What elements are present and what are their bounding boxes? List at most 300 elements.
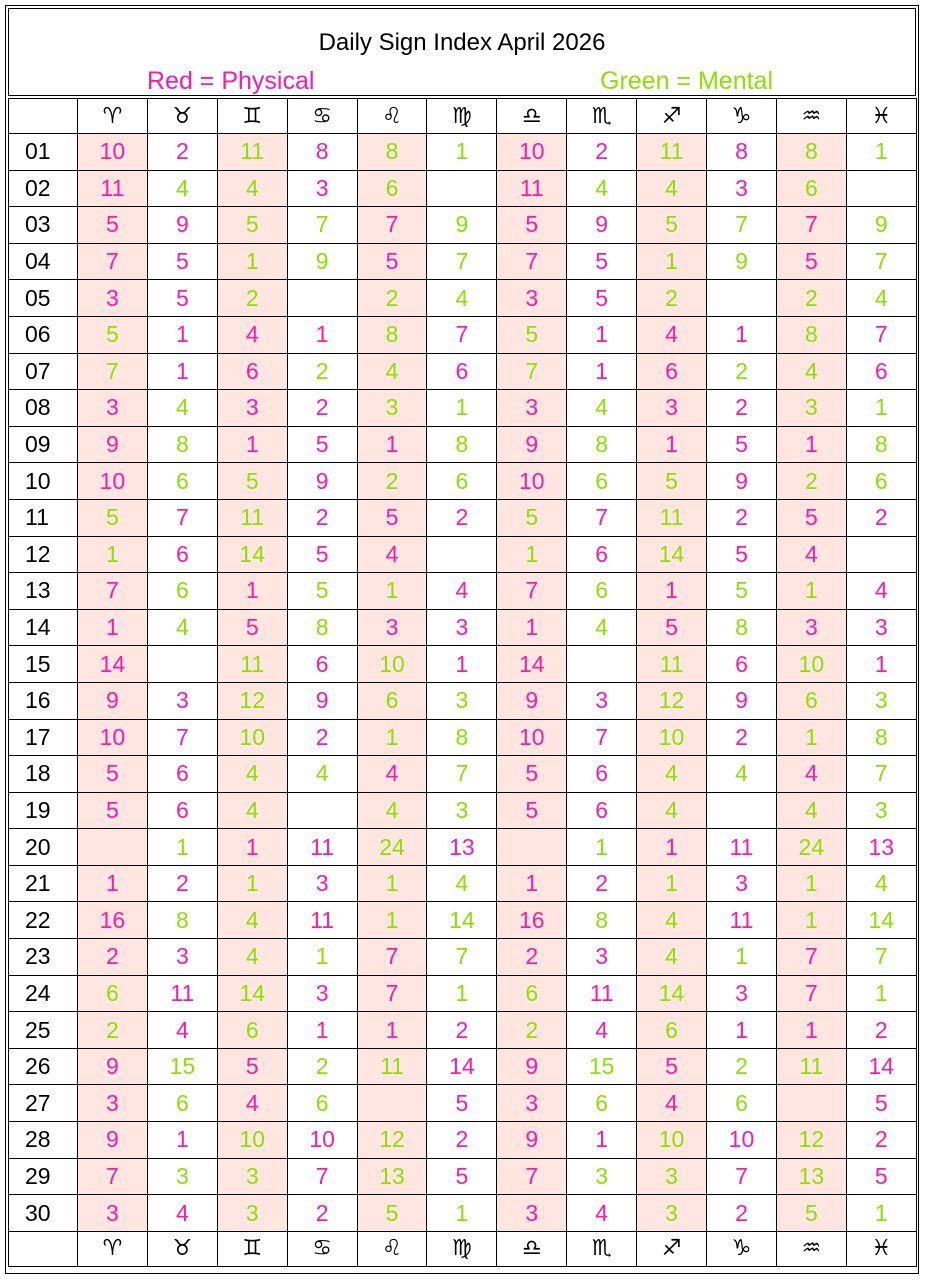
- index-cell: 3: [357, 609, 427, 646]
- index-cell: 5: [637, 207, 707, 244]
- index-cell: 3: [637, 1195, 707, 1232]
- sign-header-row-bottom: [9, 1231, 917, 1266]
- index-cell: 9: [707, 463, 777, 500]
- index-cell: 1: [776, 426, 846, 463]
- index-cell: 6: [78, 975, 148, 1012]
- table-row: [9, 756, 917, 793]
- index-cell: 7: [427, 316, 497, 353]
- table-row: [9, 499, 917, 536]
- index-cell: 4: [846, 573, 916, 610]
- index-cell: 4: [776, 756, 846, 793]
- index-cell: [567, 646, 637, 683]
- index-cell: 6: [776, 682, 846, 719]
- index-cell: 2: [427, 499, 497, 536]
- table-row: [9, 865, 917, 902]
- index-cell: 1: [707, 939, 777, 976]
- index-cell: 2: [287, 390, 357, 427]
- index-cell: 8: [776, 316, 846, 353]
- index-cell: 2: [707, 1195, 777, 1232]
- index-cell: 9: [846, 207, 916, 244]
- index-cell: 1: [357, 865, 427, 902]
- index-cell: 6: [707, 646, 777, 683]
- index-cell: 6: [147, 463, 217, 500]
- sign-header-6: ♎: [497, 99, 567, 134]
- index-cell: 2: [287, 719, 357, 756]
- index-cell: 1: [287, 316, 357, 353]
- index-cell: 5: [637, 463, 707, 500]
- index-cell: 10: [497, 463, 567, 500]
- table-row: [9, 1048, 917, 1085]
- day-label: 13: [9, 573, 78, 610]
- index-cell: 3: [217, 390, 287, 427]
- sign-header-7: ♏: [567, 1231, 637, 1266]
- index-cell: 2: [427, 1012, 497, 1049]
- index-cell: [427, 170, 497, 207]
- index-cell: 7: [846, 316, 916, 353]
- index-cell: 6: [846, 463, 916, 500]
- index-cell: 9: [497, 682, 567, 719]
- index-cell: 7: [707, 1158, 777, 1195]
- index-cell: 13: [357, 1158, 427, 1195]
- table-row: [9, 536, 917, 573]
- index-cell: 7: [78, 353, 148, 390]
- index-cell: 1: [567, 353, 637, 390]
- index-cell: 1: [427, 975, 497, 1012]
- index-cell: 5: [637, 609, 707, 646]
- index-cell: 12: [357, 1122, 427, 1159]
- index-cell: 2: [497, 939, 567, 976]
- index-cell: 6: [707, 1085, 777, 1122]
- index-cell: 13: [427, 829, 497, 866]
- index-cell: 5: [217, 1048, 287, 1085]
- index-cell: 6: [357, 170, 427, 207]
- index-cell: 3: [846, 682, 916, 719]
- day-label: 30: [9, 1195, 78, 1232]
- table-row: [9, 134, 917, 171]
- index-cell: 5: [567, 280, 637, 317]
- index-cell: 6: [427, 353, 497, 390]
- index-cell: 4: [846, 865, 916, 902]
- index-cell: 13: [846, 829, 916, 866]
- index-cell: 5: [427, 1085, 497, 1122]
- index-cell: 1: [637, 573, 707, 610]
- index-cell: 4: [707, 756, 777, 793]
- table-row: [9, 170, 917, 207]
- sign-header-11: ♓: [846, 1231, 916, 1266]
- index-cell: 14: [217, 536, 287, 573]
- table-row: [9, 573, 917, 610]
- index-cell: 9: [287, 463, 357, 500]
- sign-header-1: ♉: [147, 1231, 217, 1266]
- index-cell: 3: [427, 792, 497, 829]
- day-label: 03: [9, 207, 78, 244]
- index-cell: 5: [637, 1048, 707, 1085]
- day-label: 27: [9, 1085, 78, 1122]
- header-box: [8, 8, 916, 96]
- index-cell: 3: [357, 390, 427, 427]
- index-cell: 6: [567, 756, 637, 793]
- index-cell: 4: [427, 865, 497, 902]
- table-row: [9, 426, 917, 463]
- index-cell: [707, 792, 777, 829]
- sign-header-8: ♐: [637, 1231, 707, 1266]
- index-cell: 3: [567, 682, 637, 719]
- index-cell: 15: [567, 1048, 637, 1085]
- index-cell: [147, 646, 217, 683]
- index-cell: 16: [497, 902, 567, 939]
- table-row: [9, 1122, 917, 1159]
- index-cell: 24: [776, 829, 846, 866]
- sign-header-11: ♓: [846, 99, 916, 134]
- legend-mental: Green = Mental: [600, 67, 774, 95]
- index-cell: 1: [707, 316, 777, 353]
- index-cell: 3: [637, 390, 707, 427]
- index-cell: 4: [217, 756, 287, 793]
- index-cell: 9: [78, 682, 148, 719]
- index-cell: 5: [78, 316, 148, 353]
- index-cell: 2: [846, 1012, 916, 1049]
- index-cell: 10: [217, 719, 287, 756]
- index-cell: 11: [357, 1048, 427, 1085]
- index-cell: 1: [497, 536, 567, 573]
- index-cell: 1: [78, 609, 148, 646]
- index-cell: 7: [846, 939, 916, 976]
- index-cell: 5: [497, 756, 567, 793]
- sign-header-row-top: [9, 99, 917, 134]
- index-cell: 7: [846, 243, 916, 280]
- index-cell: 6: [147, 792, 217, 829]
- index-cell: 2: [707, 353, 777, 390]
- index-cell: 6: [846, 353, 916, 390]
- index-cell: 14: [427, 902, 497, 939]
- index-cell: 6: [567, 792, 637, 829]
- day-label: 23: [9, 939, 78, 976]
- index-cell: 3: [217, 1195, 287, 1232]
- index-cell: 3: [707, 975, 777, 1012]
- table-row: [9, 939, 917, 976]
- index-cell: 4: [427, 280, 497, 317]
- sign-header-10: ♒: [776, 99, 846, 134]
- index-cell: 2: [78, 939, 148, 976]
- day-label: 17: [9, 719, 78, 756]
- index-cell: 7: [567, 719, 637, 756]
- index-cell: 1: [846, 1195, 916, 1232]
- table-row: [9, 1158, 917, 1195]
- index-cell: 5: [846, 1158, 916, 1195]
- index-cell: 5: [78, 756, 148, 793]
- index-cell: 7: [78, 1158, 148, 1195]
- index-cell: 11: [497, 170, 567, 207]
- index-cell: 11: [707, 829, 777, 866]
- index-cell: 4: [637, 902, 707, 939]
- index-cell: 5: [846, 1085, 916, 1122]
- index-cell: 4: [217, 170, 287, 207]
- index-cell: [497, 829, 567, 866]
- index-cell: 4: [147, 1195, 217, 1232]
- index-cell: [846, 170, 916, 207]
- index-cell: 1: [217, 573, 287, 610]
- index-cell: 8: [357, 134, 427, 171]
- index-cell: 4: [846, 280, 916, 317]
- index-cell: 2: [497, 1012, 567, 1049]
- index-cell: 8: [427, 719, 497, 756]
- index-cell: 7: [287, 1158, 357, 1195]
- index-cell: 9: [147, 207, 217, 244]
- index-cell: 1: [707, 1012, 777, 1049]
- index-cell: 4: [357, 353, 427, 390]
- index-cell: 4: [147, 1012, 217, 1049]
- index-cell: 14: [637, 536, 707, 573]
- index-cell: 11: [637, 134, 707, 171]
- sign-header-8: ♐: [637, 99, 707, 134]
- index-cell: 4: [776, 536, 846, 573]
- index-cell: 5: [287, 426, 357, 463]
- index-cell: 11: [707, 902, 777, 939]
- index-cell: 4: [287, 756, 357, 793]
- table-row: [9, 829, 917, 866]
- sign-header-5: ♍: [427, 99, 497, 134]
- table-row: [9, 609, 917, 646]
- index-cell: 2: [287, 1048, 357, 1085]
- index-cell: 4: [567, 170, 637, 207]
- index-cell: 4: [217, 316, 287, 353]
- index-cell: 1: [147, 1122, 217, 1159]
- index-cell: 1: [567, 1122, 637, 1159]
- index-cell: 1: [357, 573, 427, 610]
- index-cell: 6: [217, 1012, 287, 1049]
- index-cell: 4: [217, 902, 287, 939]
- index-cell: 1: [147, 829, 217, 866]
- index-cell: 1: [78, 865, 148, 902]
- index-cell: 12: [217, 682, 287, 719]
- index-cell: 4: [147, 170, 217, 207]
- index-cell: 5: [776, 243, 846, 280]
- index-cell: 1: [147, 316, 217, 353]
- index-cell: 4: [637, 939, 707, 976]
- day-label: 06: [9, 316, 78, 353]
- index-cell: 9: [78, 1122, 148, 1159]
- day-label: 05: [9, 280, 78, 317]
- day-label: 18: [9, 756, 78, 793]
- sign-header-10: ♒: [776, 1231, 846, 1266]
- index-cell: 7: [427, 939, 497, 976]
- index-cell: 5: [497, 499, 567, 536]
- index-cell: 7: [78, 573, 148, 610]
- index-cell: 24: [357, 829, 427, 866]
- index-cell: 2: [147, 134, 217, 171]
- index-cell: 6: [287, 1085, 357, 1122]
- index-cell: 12: [637, 682, 707, 719]
- index-cell: 6: [567, 536, 637, 573]
- index-cell: 3: [78, 1195, 148, 1232]
- index-cell: 3: [846, 609, 916, 646]
- day-label: 25: [9, 1012, 78, 1049]
- index-cell: 3: [776, 390, 846, 427]
- index-cell: 1: [776, 865, 846, 902]
- index-cell: 1: [357, 719, 427, 756]
- index-cell: 1: [217, 865, 287, 902]
- index-cell: [287, 280, 357, 317]
- index-cell: 6: [497, 975, 567, 1012]
- day-label: 14: [9, 609, 78, 646]
- index-cell: 4: [567, 1012, 637, 1049]
- index-cell: 2: [427, 1122, 497, 1159]
- index-cell: 1: [357, 426, 427, 463]
- index-cell: 5: [78, 499, 148, 536]
- index-cell: 4: [217, 792, 287, 829]
- table-row: [9, 207, 917, 244]
- index-cell: 11: [217, 499, 287, 536]
- index-cell: 11: [147, 975, 217, 1012]
- index-cell: 5: [78, 792, 148, 829]
- index-cell: 11: [567, 975, 637, 1012]
- sign-index-table: [8, 98, 917, 1267]
- index-cell: 8: [707, 609, 777, 646]
- index-cell: 14: [78, 646, 148, 683]
- index-cell: 6: [357, 682, 427, 719]
- index-cell: 2: [707, 1048, 777, 1085]
- index-cell: 14: [497, 646, 567, 683]
- index-cell: 5: [776, 1195, 846, 1232]
- index-cell: 10: [287, 1122, 357, 1159]
- index-cell: 11: [637, 499, 707, 536]
- table-row: [9, 353, 917, 390]
- index-cell: 8: [846, 426, 916, 463]
- day-label: 20: [9, 829, 78, 866]
- index-cell: [78, 829, 148, 866]
- index-cell: 6: [217, 353, 287, 390]
- index-cell: 11: [637, 646, 707, 683]
- index-cell: 2: [78, 1012, 148, 1049]
- index-cell: 5: [357, 1195, 427, 1232]
- sign-header-1: ♉: [147, 99, 217, 134]
- index-cell: 1: [637, 829, 707, 866]
- index-cell: 5: [287, 536, 357, 573]
- index-cell: 5: [707, 536, 777, 573]
- day-label: 10: [9, 463, 78, 500]
- index-cell: 8: [567, 902, 637, 939]
- corner-cell: [9, 99, 78, 134]
- sign-header-7: ♏: [567, 99, 637, 134]
- index-cell: 2: [357, 280, 427, 317]
- index-cell: [846, 536, 916, 573]
- day-label: 21: [9, 865, 78, 902]
- index-cell: 11: [217, 134, 287, 171]
- index-cell: 10: [707, 1122, 777, 1159]
- index-cell: 1: [217, 426, 287, 463]
- sign-header-0: ♈: [78, 1231, 148, 1266]
- sign-header-2: ♊: [217, 99, 287, 134]
- index-cell: 6: [567, 463, 637, 500]
- index-cell: 2: [287, 1195, 357, 1232]
- table-row: [9, 463, 917, 500]
- index-cell: 7: [357, 939, 427, 976]
- day-label: 02: [9, 170, 78, 207]
- index-cell: 1: [776, 573, 846, 610]
- index-cell: 7: [567, 499, 637, 536]
- index-cell: 8: [357, 316, 427, 353]
- index-cell: 10: [357, 646, 427, 683]
- index-cell: 4: [637, 316, 707, 353]
- index-cell: 9: [497, 1122, 567, 1159]
- index-cell: 4: [147, 609, 217, 646]
- index-cell: 2: [707, 390, 777, 427]
- index-cell: 10: [637, 719, 707, 756]
- index-cell: 10: [78, 719, 148, 756]
- index-cell: 11: [287, 902, 357, 939]
- index-cell: 9: [707, 682, 777, 719]
- index-cell: 1: [637, 243, 707, 280]
- index-cell: 7: [427, 243, 497, 280]
- index-cell: 4: [357, 792, 427, 829]
- index-cell: 11: [287, 829, 357, 866]
- index-cell: 3: [497, 1195, 567, 1232]
- index-cell: 3: [567, 939, 637, 976]
- sign-header-2: ♊: [217, 1231, 287, 1266]
- index-cell: 7: [846, 756, 916, 793]
- index-cell: 2: [776, 280, 846, 317]
- day-label: 07: [9, 353, 78, 390]
- index-cell: 7: [497, 1158, 567, 1195]
- index-cell: 5: [287, 573, 357, 610]
- index-cell: 5: [147, 243, 217, 280]
- index-cell: 3: [497, 390, 567, 427]
- table-row: [9, 719, 917, 756]
- index-cell: 1: [567, 316, 637, 353]
- table-row: [9, 243, 917, 280]
- day-label: 09: [9, 426, 78, 463]
- index-cell: 6: [147, 756, 217, 793]
- table-row: [9, 390, 917, 427]
- table-row: [9, 682, 917, 719]
- index-cell: 3: [567, 1158, 637, 1195]
- index-cell: 1: [78, 536, 148, 573]
- day-label: 28: [9, 1122, 78, 1159]
- day-label: 16: [9, 682, 78, 719]
- index-cell: 4: [357, 536, 427, 573]
- index-cell: 3: [846, 792, 916, 829]
- index-cell: 4: [427, 573, 497, 610]
- sign-header-6: ♎: [497, 1231, 567, 1266]
- index-cell: [707, 280, 777, 317]
- index-cell: 5: [707, 426, 777, 463]
- legend-physical: Red = Physical: [147, 67, 315, 95]
- index-cell: 9: [497, 1048, 567, 1085]
- index-cell: 7: [357, 975, 427, 1012]
- index-cell: 7: [776, 975, 846, 1012]
- index-cell: 5: [357, 499, 427, 536]
- index-cell: 5: [357, 243, 427, 280]
- index-cell: 4: [147, 390, 217, 427]
- day-label: 08: [9, 390, 78, 427]
- index-cell: 4: [776, 792, 846, 829]
- table-row: [9, 902, 917, 939]
- index-cell: 5: [78, 207, 148, 244]
- index-cell: 4: [776, 353, 846, 390]
- index-cell: 7: [776, 939, 846, 976]
- index-cell: 5: [217, 463, 287, 500]
- index-cell: 1: [217, 243, 287, 280]
- index-cell: 1: [357, 902, 427, 939]
- index-cell: 1: [147, 353, 217, 390]
- index-cell: 6: [147, 536, 217, 573]
- index-cell: 14: [846, 1048, 916, 1085]
- day-label: 15: [9, 646, 78, 683]
- index-cell: 3: [147, 939, 217, 976]
- index-cell: 2: [776, 463, 846, 500]
- index-cell: 9: [287, 243, 357, 280]
- index-cell: 3: [637, 1158, 707, 1195]
